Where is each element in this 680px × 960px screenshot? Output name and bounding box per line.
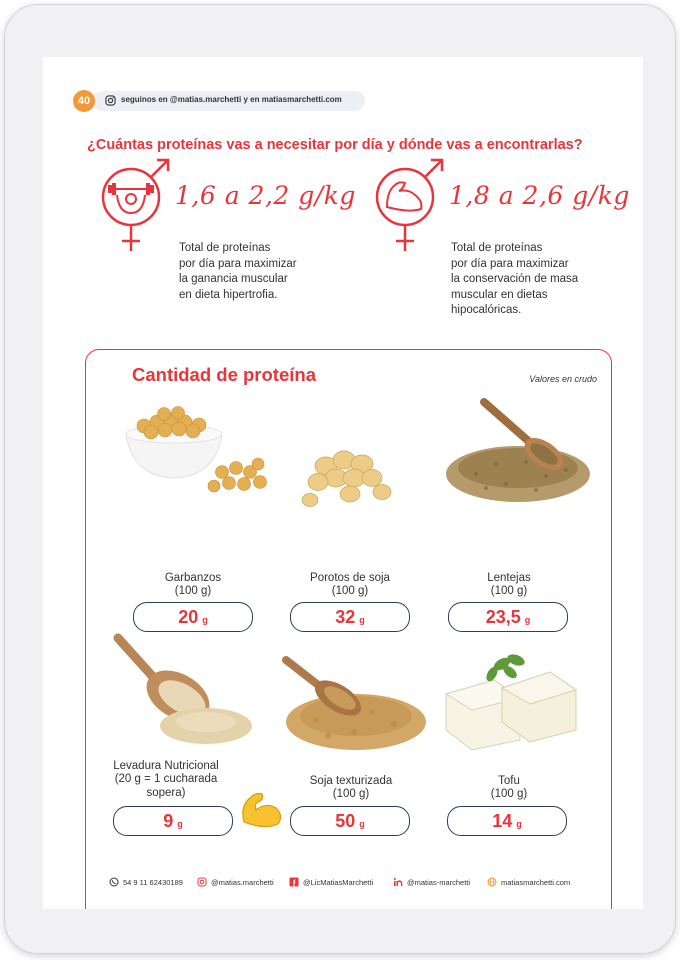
chickpeas-image bbox=[122, 398, 274, 498]
main-question: ¿Cuántas proteínas vas a necesitar por día y dónde vas a encontrarlas? bbox=[87, 137, 583, 153]
garbanzos-protein-pill: 20 g bbox=[133, 602, 253, 632]
footer-website[interactable]: matiasmarchetti.com bbox=[487, 877, 570, 887]
follow-banner bbox=[93, 91, 365, 111]
page-number-badge: 40 bbox=[73, 90, 95, 112]
tofu-image bbox=[442, 650, 582, 754]
linkedin-icon bbox=[393, 877, 403, 887]
protein-amount-card: Cantidad de proteína Valores en crudo Garbanzos (100 g) 20 g Porotos de soja (100 g) 32 g Lentejas (100 g) 23,5 g Levadura Nutricional (20 g = 1 cucharada sopera) 9 g Soja texturizada (100 g) 50 g Tofu (100 g) 14 g bbox=[85, 349, 612, 909]
footer-phone[interactable]: 54 9 11 62430189 bbox=[109, 877, 183, 887]
instagram-icon bbox=[197, 877, 207, 887]
card-title: Cantidad de proteína bbox=[132, 364, 316, 385]
facebook-icon bbox=[289, 877, 299, 887]
soja-texturizada-protein-pill: 50 g bbox=[290, 806, 410, 836]
footer-facebook[interactable]: @LicMatiasMarchetti bbox=[289, 877, 373, 887]
instagram-icon bbox=[105, 95, 116, 106]
lentejas-protein-pill: 23,5 g bbox=[448, 602, 568, 632]
footer-instagram[interactable]: @matias.marchetti bbox=[197, 877, 274, 887]
follow-text: seguinos en @matias.marchetti y en matiasmarchetti.com bbox=[121, 95, 342, 104]
card-note: Valores en crudo bbox=[529, 374, 597, 384]
male-protein-range: 1,6 a 2,2 g/kg bbox=[175, 181, 356, 210]
whatsapp-icon bbox=[109, 877, 119, 887]
page-screen bbox=[43, 57, 643, 909]
lentils-image bbox=[436, 394, 596, 510]
flexed-biceps-icon bbox=[238, 788, 284, 830]
female-protein-description: Total de proteínas por día para maximizar la conservación de masa muscular en dietas hipocalóricas. bbox=[451, 242, 579, 316]
male-bodybuilder-icon bbox=[95, 155, 175, 257]
soybeans-image bbox=[296, 440, 408, 510]
nutritional-yeast-image bbox=[102, 632, 252, 750]
tofu-protein-pill: 14 g bbox=[447, 806, 567, 836]
footer-contacts bbox=[109, 877, 609, 891]
male-protein-description: Total de proteínas por día para maximizar la ganancia muscular en dieta hipertrofia. bbox=[179, 242, 297, 301]
footer-linkedin[interactable]: @matias-marchetti bbox=[393, 877, 470, 887]
globe-icon bbox=[487, 877, 497, 887]
female-protein-range: 1,8 a 2,6 g/kg bbox=[449, 181, 630, 210]
tablet-frame bbox=[4, 4, 676, 954]
textured-soy-image bbox=[276, 648, 426, 752]
porotos-de-soja-protein-pill: 32 g bbox=[290, 602, 410, 632]
female-muscle-icon bbox=[369, 155, 449, 257]
levadura-nutricional-protein-pill: 9 g bbox=[113, 806, 233, 836]
